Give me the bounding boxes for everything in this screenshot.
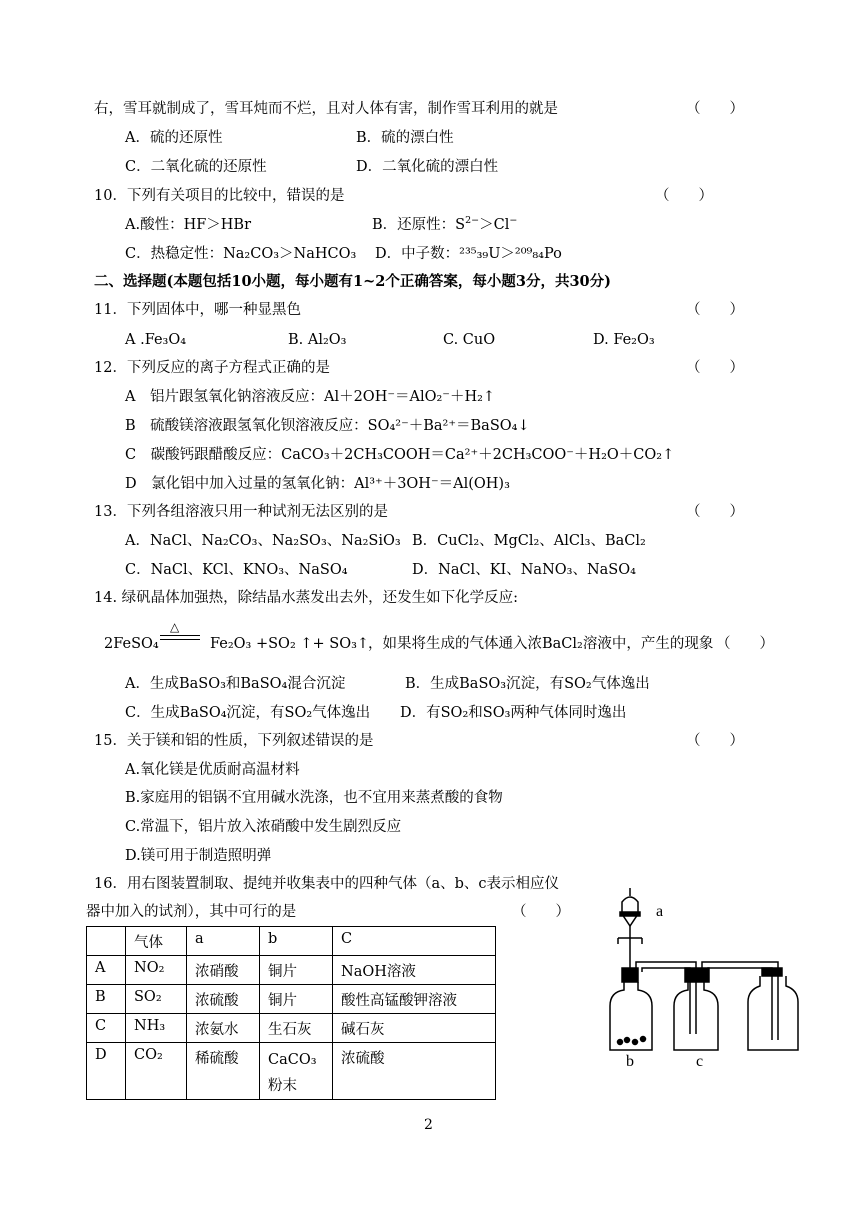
table-cell: 碱石灰 xyxy=(333,1014,496,1043)
answer-paren: （ ） xyxy=(686,101,744,117)
heat-arrow-icon: △ xyxy=(160,620,200,650)
q10-stem: 10．下列有关项目的比较中，错误的是 xyxy=(94,188,345,204)
q14-stem-tail: ，如果将生成的气体通入浓BaCl₂溶液中，产生的现象 xyxy=(368,636,714,652)
q10-option-c: C．热稳定性：Na₂CO₃＞NaHCO₃ xyxy=(125,246,357,262)
table-cell: NaOH溶液 xyxy=(333,956,496,985)
table-cell: C xyxy=(87,1014,126,1043)
table-cell: 生石灰 xyxy=(260,1014,333,1043)
table-cell: 稀硫酸 xyxy=(187,1043,260,1100)
q12-option-c: C 碳酸钙跟醋酸反应：CaCO₃＋2CH₃COOH＝Ca²⁺＋2CH₃COO⁻＋H₂O＋CO₂↑ xyxy=(125,447,675,463)
q12-stem: 12．下列反应的离子方程式正确的是 xyxy=(94,360,330,376)
q10-option-d: D．中子数：²³⁵₃₉U＞²⁰⁹₈₄Po xyxy=(375,246,562,262)
q12-option-d: D 氯化铝中加入过量的氢氧化钠：Al³⁺＋3OH⁻＝Al(OH)₃ xyxy=(125,476,510,492)
answer-paren: （ ） xyxy=(686,302,744,318)
q9-option-c: C．二氧化硫的还原性 xyxy=(125,159,267,175)
q10-option-b: B．还原性：$S^{2-}>Cl^-$ xyxy=(372,215,518,233)
answer-paren: （ ） xyxy=(716,636,774,652)
table-cell: 浓氨水 xyxy=(187,1014,260,1043)
table-cell: 浓硫酸 xyxy=(187,985,260,1014)
q11-option-b: B. Al₂O₃ xyxy=(288,332,347,348)
gas-apparatus-diagram xyxy=(600,882,810,1072)
q15-stem: 15．关于镁和铝的性质，下列叙述错误的是 xyxy=(94,733,374,749)
answer-paren: （ ） xyxy=(686,360,744,376)
q14-option-d: D．有SO₂和SO₃两种气体同时逸出 xyxy=(400,705,627,721)
table-cell: 浓硫酸 xyxy=(333,1043,496,1100)
table-cell: 气体 xyxy=(126,927,187,956)
q15-option-b: B.家庭用的铝锅不宜用碱水洗涤，也不宜用来蒸煮酸的食物 xyxy=(125,790,503,806)
answer-paren: （ ） xyxy=(686,504,744,520)
q16-stem-line2: 器中加入的试剂），其中可行的是 xyxy=(86,904,297,920)
q15-option-a: A.氧化镁是优质耐高温材料 xyxy=(125,762,300,778)
table-cell: 酸性高锰酸钾溶液 xyxy=(333,985,496,1014)
q14-stem: 14. 绿矾晶体加强热，除结晶水蒸发出去外，还发生如下化学反应: xyxy=(94,590,519,606)
answer-paren: （ ） xyxy=(655,188,713,204)
label-c: c xyxy=(696,1053,704,1070)
q14-option-a: A．生成BaSO₃和BaSO₄混合沉淀 xyxy=(125,676,346,692)
q15-option-c: C.常温下，铝片放入浓硝酸中发生剧烈反应 xyxy=(125,819,402,835)
table-row xyxy=(87,956,496,985)
table-row xyxy=(87,1043,496,1100)
table-row xyxy=(87,1014,496,1043)
q12-option-b: B 硫酸镁溶液跟氢氧化钡溶液反应：SO₄²⁻＋Ba²⁺＝BaSO₄↓ xyxy=(125,418,530,434)
q13-option-a: A．NaCl、Na₂CO₃、Na₂SO₃、Na₂SiO₃ xyxy=(125,533,401,549)
q9-continuation: 右，雪耳就制成了，雪耳炖而不烂，且对人体有害，制作雪耳利用的就是 xyxy=(94,101,558,117)
q9-option-b: B．硫的漂白性 xyxy=(356,130,454,146)
table-cell: D xyxy=(87,1043,126,1100)
q9-option-d: D．二氧化硫的漂白性 xyxy=(356,159,499,175)
q14-option-c: C．生成BaSO₄沉淀，有SO₂气体逸出 xyxy=(125,705,371,721)
table-cell: 铜片 xyxy=(260,956,333,985)
answer-paren: （ ） xyxy=(512,904,570,920)
q14-equation-lhs: 2FeSO₄ xyxy=(104,636,159,652)
q13-option-b: B．CuCl₂、MgCl₂、AlCl₃、BaCl₂ xyxy=(412,533,646,549)
table-cell: 浓硝酸 xyxy=(187,956,260,985)
gas-table xyxy=(86,926,496,1100)
q9-option-a: A．硫的还原性 xyxy=(125,130,223,146)
table-cell: NH₃ xyxy=(126,1014,187,1043)
table-cell: NO₂ xyxy=(126,956,187,985)
q16-stem-line1: 16．用右图装置制取、提纯并收集表中的四种气体（a、b、c表示相应仪 xyxy=(94,876,559,892)
table-cell xyxy=(87,927,126,956)
table-cell: A xyxy=(87,956,126,985)
q13-option-c: C．NaCl、KCl、KNO₃、NaSO₄ xyxy=(125,562,348,578)
table-cell: a xyxy=(187,927,260,956)
q11-stem: 11．下列固体中，哪一种显黑色 xyxy=(94,302,301,318)
q11-option-d: D. Fe₂O₃ xyxy=(593,332,655,348)
label-a: a xyxy=(656,903,664,920)
q10-option-a: A.酸性：HF＞HBr xyxy=(125,217,252,233)
q14-option-b: B．生成BaSO₃沉淀，有SO₂气体逸出 xyxy=(405,676,650,692)
q11-option-a: A .Fe₃O₄ xyxy=(125,332,187,348)
q15-option-d: D.镁可用于制造照明弹 xyxy=(125,848,272,864)
table-cell: B xyxy=(87,985,126,1014)
page-number: 2 xyxy=(424,1117,433,1133)
q13-stem: 13．下列各组溶液只用一种试剂无法区别的是 xyxy=(94,504,388,520)
label-b: b xyxy=(626,1053,634,1070)
table-row xyxy=(87,985,496,1014)
table-cell: C xyxy=(333,927,496,956)
table-cell: 铜片 xyxy=(260,985,333,1014)
table-cell: SO₂ xyxy=(126,985,187,1014)
section-heading: 二、选择题(本题包括10小题，每小题有1~2个正确答案，每小题3分，共30分) xyxy=(94,273,611,290)
table-cell: CaCO₃ 粉末 xyxy=(260,1043,333,1100)
q13-option-d: D．NaCl、KI、NaNO₃、NaSO₄ xyxy=(412,562,636,578)
table-cell: b xyxy=(260,927,333,956)
table-header-row xyxy=(87,927,496,956)
q12-option-a: A 铝片跟氢氧化钠溶液反应：Al＋2OH⁻＝AlO₂⁻＋H₂↑ xyxy=(125,389,496,405)
table-cell: CO₂ xyxy=(126,1043,187,1100)
answer-paren: （ ） xyxy=(686,733,744,749)
q14-equation-rhs: Fe₂O₃ +SO₂ ↑+ SO₃↑ xyxy=(210,636,370,652)
q11-option-c: C. CuO xyxy=(443,332,496,348)
